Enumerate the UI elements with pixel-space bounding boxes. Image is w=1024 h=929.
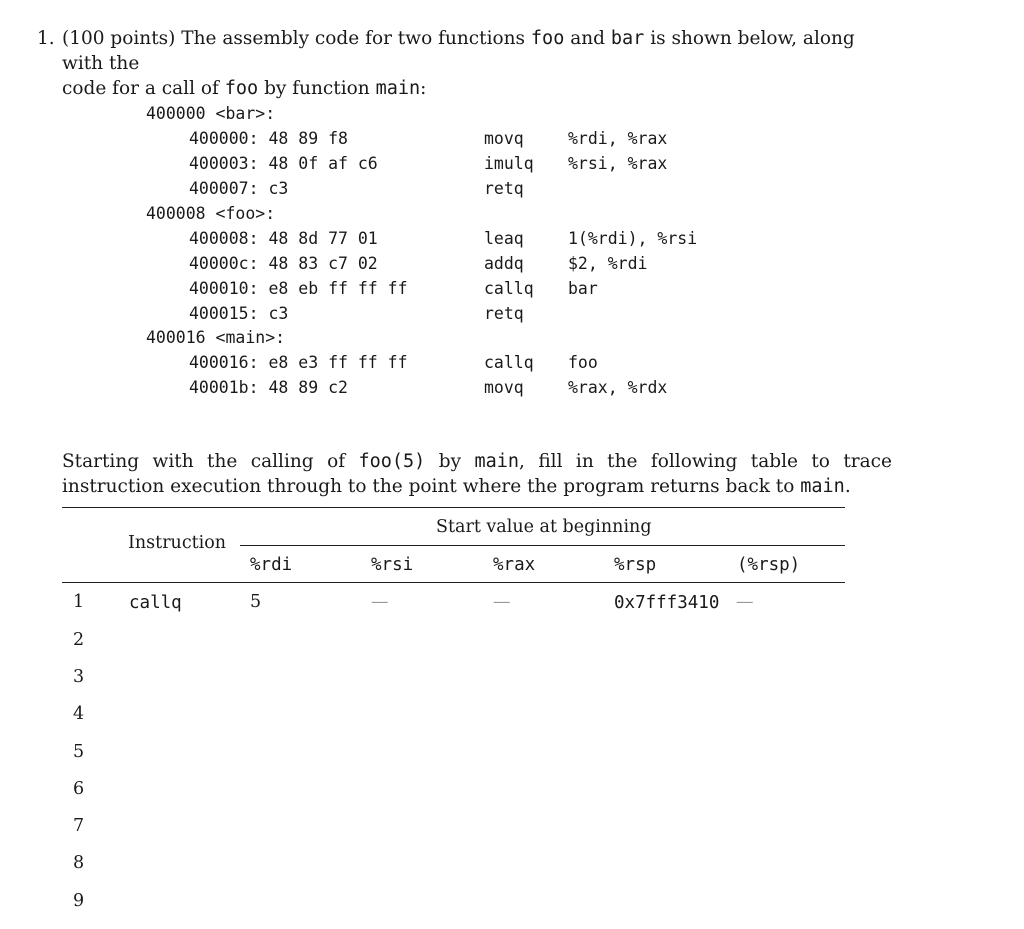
col-header-rsp-deref: (%rsp): [737, 555, 801, 575]
code-address: 400000: 48 89 f8: [189, 129, 348, 148]
code-opcode: callq: [484, 279, 534, 298]
row-number: 7: [73, 816, 85, 836]
code-foo: foo: [224, 78, 259, 99]
code-operands: %rax, %rdx: [568, 378, 668, 397]
problem-text-segment: (100 points) The assembly code for two functions: [62, 28, 531, 49]
code-operands: $2, %rdi: [568, 254, 648, 273]
row-number: 2: [73, 630, 85, 650]
prompt-text-segment: Starting with the calling of: [62, 451, 359, 472]
group-header: Start value at beginning: [436, 517, 652, 537]
prompt-text-segment: by: [425, 451, 475, 472]
code-opcode: movq: [484, 378, 524, 397]
row-number: 6: [73, 779, 85, 799]
code-operands: bar: [568, 279, 598, 298]
code-bar: bar: [610, 28, 645, 49]
code-opcode: callq: [484, 353, 534, 372]
problem-line-2: [62, 76, 897, 101]
code-operands: %rsi, %rax: [568, 154, 668, 173]
problem-text-segment: by function: [258, 78, 376, 99]
prompt-text-segment: .: [844, 476, 851, 497]
code-address: 40001b: 48 89 c2: [189, 378, 348, 397]
header-bottom-rule: [62, 582, 845, 583]
code-address: 400007: c3: [189, 179, 289, 198]
problem-number: 1.: [37, 28, 55, 49]
row-number: 8: [73, 853, 85, 873]
code-address: 40000c: 48 83 c7 02: [189, 254, 378, 273]
code-main: main: [800, 476, 845, 497]
code-address: 400010: e8 eb ff ff ff: [189, 279, 408, 298]
code-foo-call: foo(5): [358, 451, 426, 472]
section-label-bar: 400000 <bar>:: [146, 104, 276, 123]
row-number: 3: [73, 667, 85, 687]
code-opcode: addq: [484, 254, 524, 273]
code-foo: foo: [530, 28, 565, 49]
problem-text-segment: is shown below, along with the: [62, 28, 855, 74]
col-header-rsp: %rsp: [614, 555, 657, 575]
problem-text-segment: and: [564, 28, 611, 49]
row-rsp: 0x7fff3410: [614, 593, 720, 613]
code-address: 400015: c3: [189, 304, 289, 323]
code-opcode: leaq: [484, 229, 524, 248]
col-header-rax: %rax: [493, 555, 536, 575]
problem-text-segment: :: [420, 78, 427, 99]
code-main: main: [375, 78, 421, 99]
row-instruction: callq: [129, 593, 182, 613]
problem-statement: [37, 26, 897, 101]
code-operands: %rdi, %rax: [568, 129, 668, 148]
code-opcode: imulq: [484, 154, 534, 173]
col-header-rdi: %rdi: [250, 555, 293, 575]
problem-text: [62, 26, 897, 101]
problem-text-segment: code for a call of: [62, 78, 225, 99]
row-rsp-deref: —: [736, 592, 754, 612]
prompt-text-segment: , fill in the following table to trace instruction execution through to the point where the program returns back to: [62, 451, 892, 497]
trace-instructions: [62, 449, 892, 499]
code-opcode: retq: [484, 304, 524, 323]
code-opcode: retq: [484, 179, 524, 198]
row-rsi: —: [371, 592, 389, 612]
section-label-foo: 400008 <foo>:: [146, 204, 276, 223]
code-operands: foo: [568, 353, 598, 372]
table-top-rule: [62, 507, 845, 508]
row-rdi: 5: [250, 592, 262, 612]
code-address: 400008: 48 8d 77 01: [189, 229, 378, 248]
code-address: 400003: 48 0f af c6: [189, 154, 378, 173]
instruction-header: Instruction: [128, 533, 227, 553]
problem-line-1: [62, 26, 897, 76]
col-header-rsi: %rsi: [371, 555, 414, 575]
code-main: main: [474, 451, 520, 472]
section-label-main: 400016 <main>:: [146, 328, 286, 347]
row-number: 4: [73, 704, 85, 724]
row-rax: —: [493, 592, 511, 612]
row-number: 1: [73, 592, 85, 612]
code-operands: 1(%rdi), %rsi: [568, 229, 698, 248]
row-number: 5: [73, 742, 85, 762]
group-header-rule: [240, 545, 845, 546]
code-address: 400016: e8 e3 ff ff ff: [189, 353, 408, 372]
row-number: 9: [73, 891, 85, 911]
code-opcode: movq: [484, 129, 524, 148]
